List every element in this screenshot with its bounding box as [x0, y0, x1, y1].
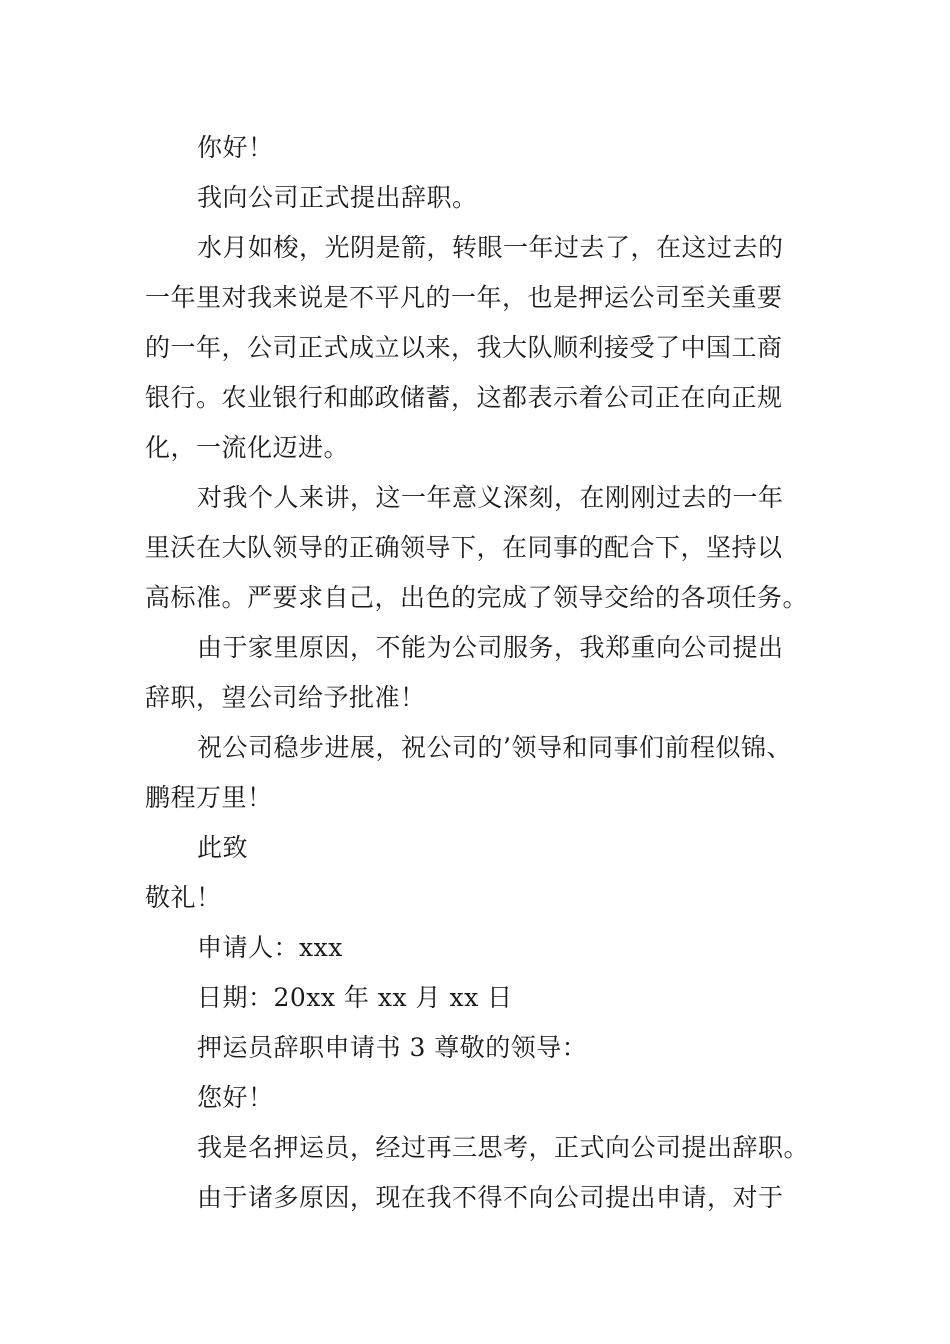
text-line: 鹏程万里！ — [145, 783, 273, 812]
text-line: 对我个人来讲，这一年意义深刻，在刚刚过去的一年 — [197, 483, 784, 512]
text-line: 祝公司稳步进展，祝公司的’领导和同事们前程似锦、 — [197, 733, 792, 762]
text-line: 银行。农业银行和邮政储蓄，这都表示着公司正在向正规 — [145, 383, 783, 412]
document-body — [145, 123, 825, 1223]
text-line: 化，一流化迈进。 — [145, 433, 350, 462]
text-line: 水月如梭，光阴是箭，转眼一年过去了，在这过去的 — [197, 233, 784, 262]
salutation: 敬礼！ — [145, 883, 222, 912]
text-line: 我是名押运员，经过再三思考，正式向公司提出辞职。 — [197, 1133, 810, 1162]
text-line: 由于诸多原因，现在我不得不向公司提出申请，对于 — [197, 1183, 784, 1212]
closing-phrase: 此致 — [197, 833, 249, 862]
text-line: 我向公司正式提出辞职。 — [197, 183, 478, 212]
text-line: 辞职，望公司给予批准！ — [145, 683, 426, 712]
greeting: 您好！ — [197, 1083, 274, 1112]
text-line: 你好！ — [197, 133, 274, 162]
section-heading: 押运员辞职申请书 3 尊敬的领导： — [197, 1033, 588, 1062]
date-line: 日期：20xx 年 xx 月 xx 日 — [197, 983, 513, 1012]
text-line: 的一年，公司正式成立以来，我大队顺利接受了中国工商 — [145, 333, 783, 362]
applicant-line: 申请人：xxx — [197, 933, 343, 962]
text-line: 由于家里原因，不能为公司服务，我郑重向公司提出 — [197, 633, 784, 662]
text-line: 里沃在大队领导的正确领导下，在同事的配合下，坚持以 — [145, 533, 783, 562]
text-line: 一年里对我来说是不平凡的一年，也是押运公司至关重要 — [145, 283, 783, 312]
text-line: 高标准。严要求自己，出色的完成了领导交给的各项任务。 — [145, 583, 809, 612]
